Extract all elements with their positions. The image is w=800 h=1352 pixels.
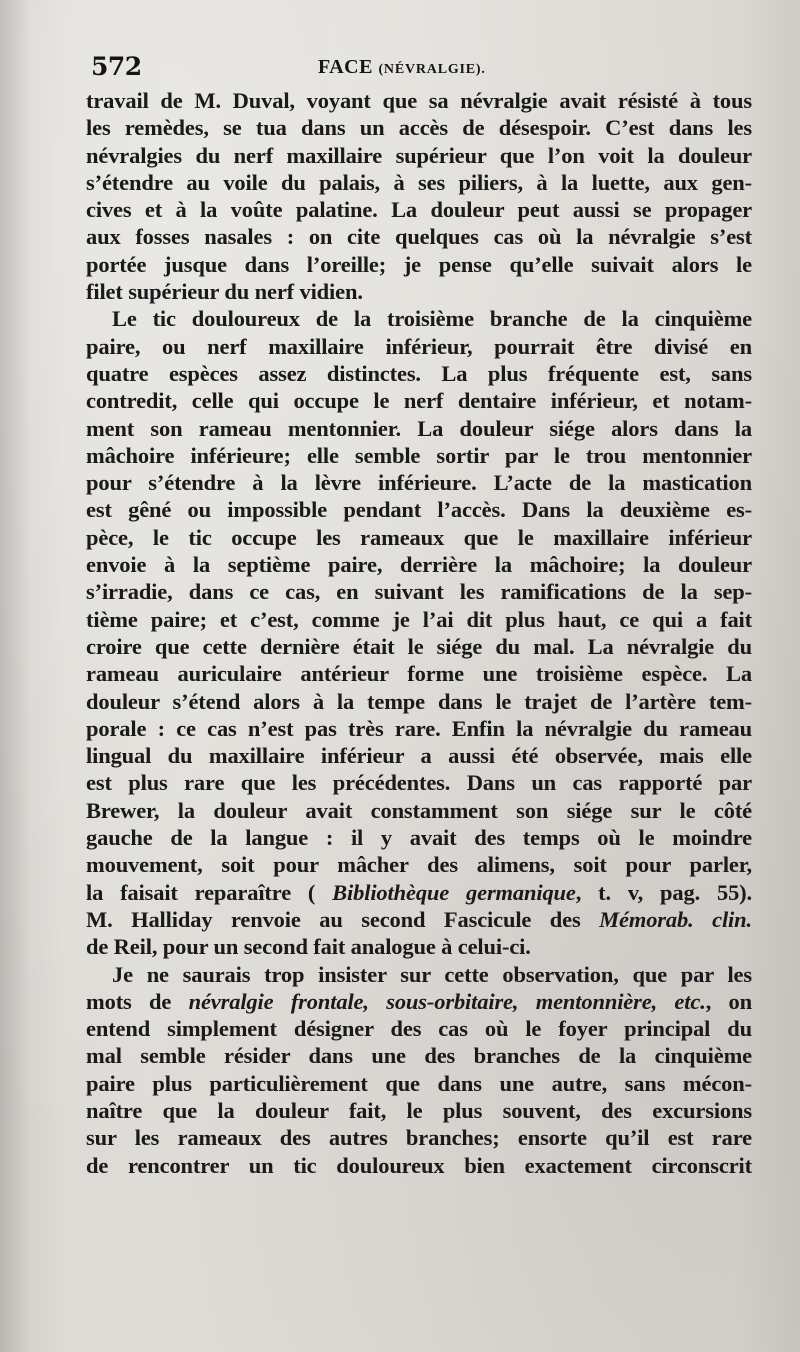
text-line: porale : ce cas n’est pas très rare. Enfin la névralgie du rameau (86, 715, 752, 741)
text-line: Brewer, la douleur avait constamment son siége sur le côté (86, 797, 752, 823)
text-line: sur les rameaux des autres branches; ensorte qu’il est rare (86, 1125, 752, 1151)
text-line: Je ne saurais trop insister sur cette observation, que par les (112, 961, 752, 987)
text-line: contredit, celle qui occupe le nerf dentaire inférieur, et notam- (86, 388, 752, 414)
text-line: pour s’étendre à la lèvre inférieure. L’acte de la mastication (86, 470, 752, 496)
text-line: de Reil, pour un second fait analogue à celui-ci. (86, 934, 531, 960)
text-line: Le tic douloureux de la troisième branche de la cinquième (112, 306, 752, 332)
text-segment: mots de (86, 988, 189, 1014)
text-segment: M. Halliday renvoie au second Fascicule des (86, 906, 600, 932)
running-head-title: FACE (318, 56, 373, 78)
text-line: s’étendre au voile du palais, à ses piliers, à la luette, aux gen- (86, 169, 752, 195)
text-line: cives et à la voûte palatine. La douleur peut aussi se propager (86, 197, 752, 223)
text-line: portée jusque dans l’oreille; je pense qu’elle suivait alors le (86, 251, 752, 277)
text-line: quatre espèces assez distinctes. La plus fréquente est, sans (86, 360, 752, 386)
text-line: naître que la douleur fait, le plus souvent, des excursions (86, 1097, 752, 1123)
text-line: mouvement, soit pour mâcher des alimens, soit pour parler, (86, 852, 752, 878)
text-line: filet supérieur du nerf vidien. (86, 279, 363, 305)
text-line: est gêné ou impossible pendant l’accès. Dans la deuxième es- (86, 497, 752, 523)
text-line: envoie à la septième paire, derrière la mâchoire; la douleur (86, 552, 752, 578)
text-line: douleur s’étend alors à la tempe dans le trajet de l’artère tem- (86, 688, 752, 714)
text-segment: , on (705, 988, 752, 1014)
text-line (86, 988, 752, 1015)
text-line: les remèdes, se tua dans un accès de désespoir. C’est dans les (86, 115, 752, 141)
text-line: croire que cette dernière était le siége du mal. La névralgie du (86, 633, 752, 659)
text-line (86, 906, 752, 933)
italic-citation: névralgie frontale, sous-orbitaire, mentonnière, etc. (188, 988, 706, 1014)
text-line: névralgies du nerf maxillaire supérieur que l’on voit la douleur (86, 142, 752, 168)
text-line: rameau auriculaire antérieur forme une troisième espèce. La (86, 661, 752, 687)
page-number: 572 (91, 52, 142, 81)
text-line: entend simplement désigner des cas où le foyer principal du (86, 1016, 752, 1042)
text-line (86, 879, 752, 906)
running-head (318, 56, 486, 79)
body-text (86, 87, 752, 1179)
page-gutter-shadow (0, 0, 30, 1352)
text-line: pèce, le tic occupe les rameaux que le maxillaire inférieur (86, 524, 752, 550)
text-line: aux fosses nasales : on cite quelques cas où la névralgie s’est (86, 224, 752, 250)
text-segment: , t. v, pag. 55). (575, 879, 752, 905)
text-line: lingual du maxillaire inférieur a aussi été observée, mais elle (86, 743, 752, 769)
text-line: s’irradie, dans ce cas, en suivant les ramifications de la sep- (86, 579, 752, 605)
italic-citation: Bibliothèque germanique (332, 879, 576, 905)
text-line: paire, ou nerf maxillaire inférieur, pourrait être divisé en (86, 333, 752, 359)
text-line: tième paire; et c’est, comme je l’ai dit plus haut, ce qui a fait (86, 606, 752, 632)
italic-citation: Mémorab. clin. (599, 906, 752, 932)
text-line: de rencontrer un tic douloureux bien exactement circonscrit (86, 1152, 752, 1178)
text-line: est plus rare que les précédentes. Dans un cas rapporté par (86, 770, 752, 796)
text-line: mal semble résider dans une des branches de la cinquième (86, 1043, 752, 1069)
text-line: gauche de la langue : il y avait des temps où le moindre (86, 825, 752, 851)
page-header (88, 52, 760, 86)
text-segment: la faisait reparaître ( (86, 879, 333, 905)
text-line: paire plus particulièrement que dans une autre, sans mécon- (86, 1070, 752, 1096)
running-head-subtitle: (NÉVRALGIE). (378, 62, 486, 77)
text-line: ment son rameau mentonnier. La douleur siége alors dans la (86, 415, 752, 441)
text-line: mâchoire inférieure; elle semble sortir par le trou mentonnier (86, 442, 752, 468)
text-line: travail de M. Duval, voyant que sa névralgie avait résisté à tous (86, 88, 752, 113)
